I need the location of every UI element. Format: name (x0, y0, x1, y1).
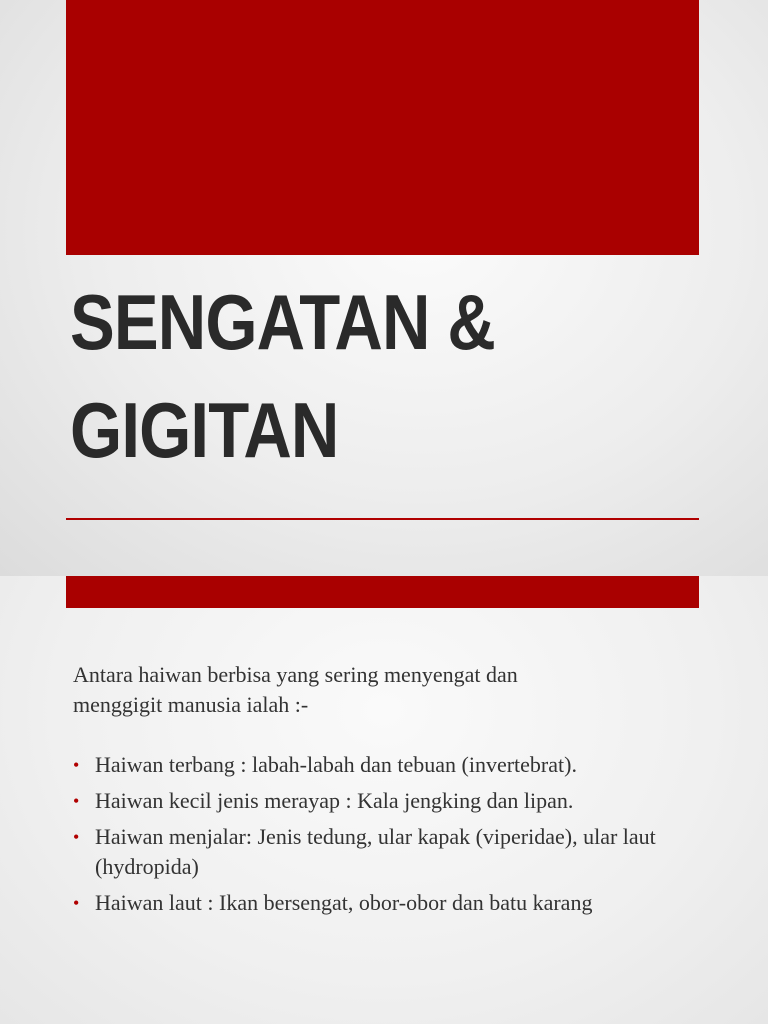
list-item-text: Haiwan menjalar: Jenis tedung, ular kapak (viperidae), ular laut (hydropida) (95, 824, 656, 879)
bullet-icon: • (73, 827, 80, 847)
content-accent-bar (66, 576, 699, 608)
slide-title (70, 268, 603, 484)
animal-list (73, 750, 713, 918)
intro-line-2: menggigit manusia ialah :- (73, 692, 309, 717)
title-line-1: SENGATAN & (70, 278, 495, 366)
title-accent-block (66, 0, 699, 255)
list-item-text: Haiwan laut : Ikan bersengat, obor-obor dan batu karang (95, 890, 593, 915)
content-body (73, 660, 713, 924)
list-item (73, 822, 713, 882)
bullet-icon: • (73, 755, 80, 775)
list-item (73, 888, 713, 918)
title-line-2: GIGITAN (70, 386, 339, 474)
intro-paragraph (73, 660, 713, 720)
title-divider (66, 518, 699, 520)
list-item (73, 786, 713, 816)
list-item-text: Haiwan kecil jenis merayap : Kala jengking dan lipan. (95, 788, 574, 813)
bullet-icon: • (73, 791, 80, 811)
intro-line-1: Antara haiwan berbisa yang sering menyengat dan (73, 662, 518, 687)
list-item-text: Haiwan terbang : labah-labah dan tebuan (invertebrat). (95, 752, 577, 777)
bullet-icon: • (73, 893, 80, 913)
list-item (73, 750, 713, 780)
